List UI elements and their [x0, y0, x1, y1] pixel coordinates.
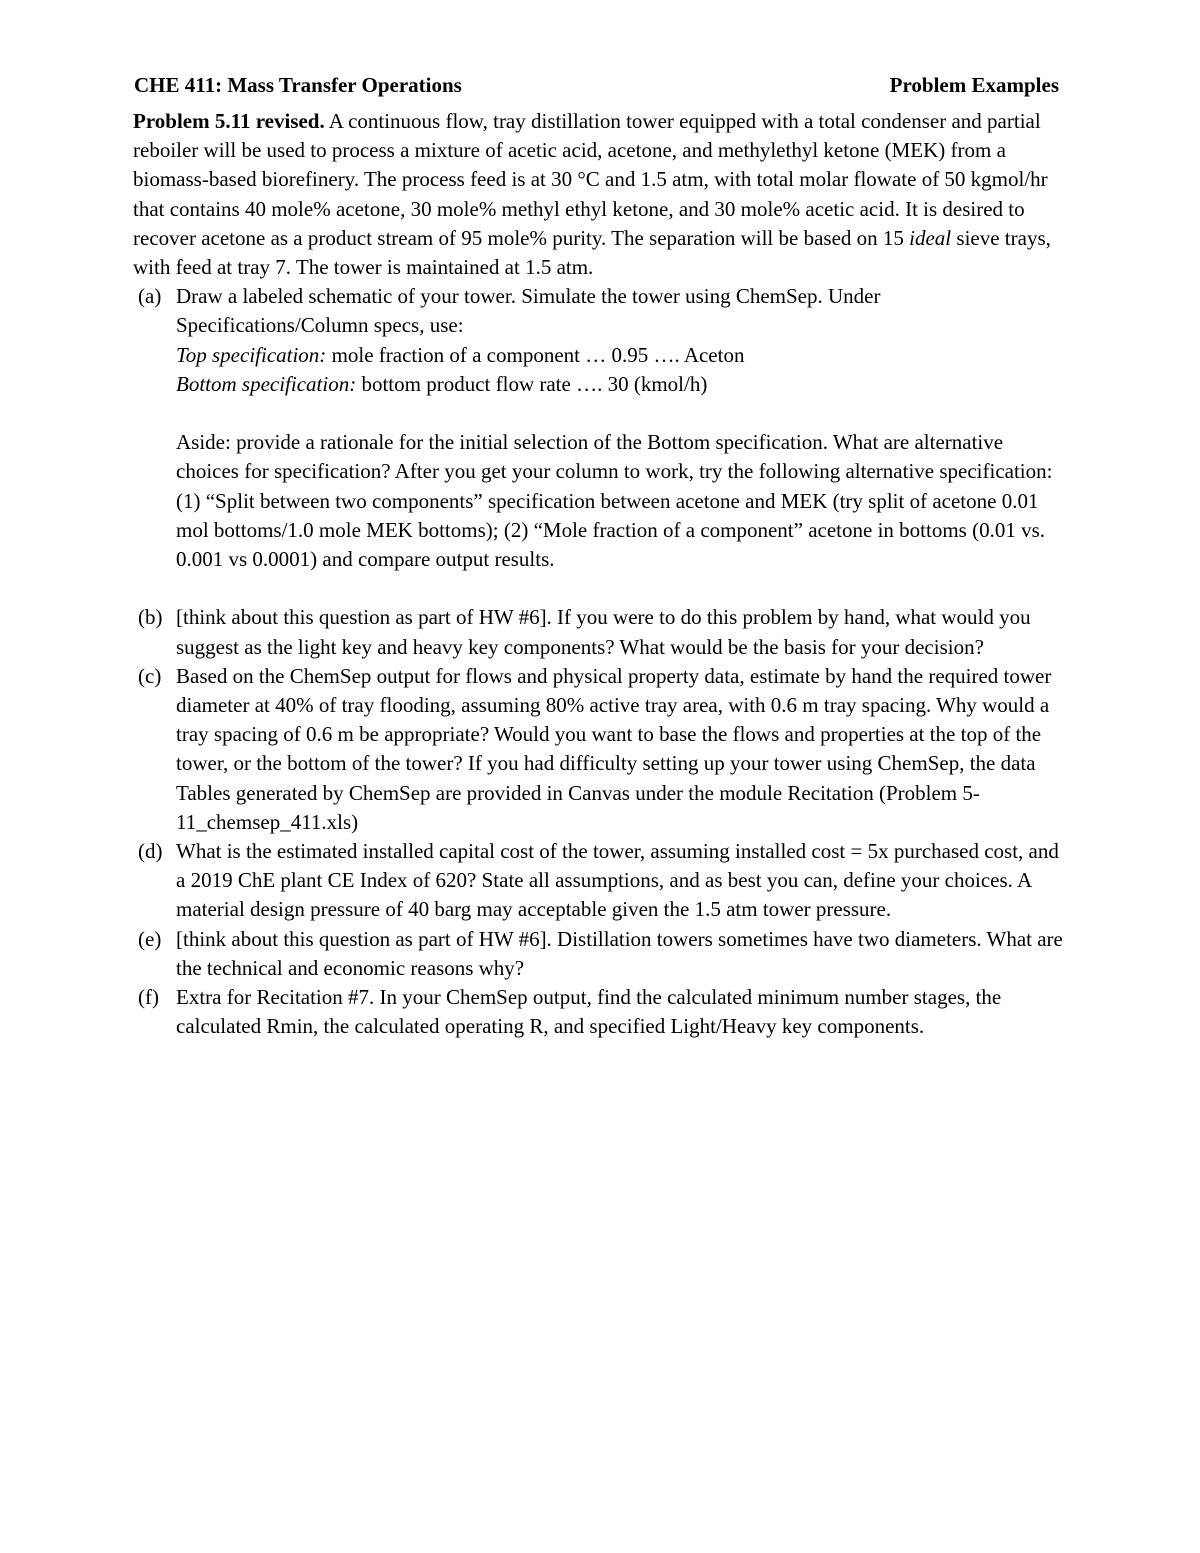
question-f: [133, 983, 1063, 1041]
question-b: [133, 603, 1063, 661]
question-letter: (c): [138, 663, 162, 688]
question-d: [133, 837, 1063, 925]
question-a: [133, 282, 1063, 603]
question-e-text: [think about this question as part of HW #6]. Distillation towers sometimes have two diameters. What are the technical and economic reasons why?: [176, 926, 1063, 980]
page-header: [134, 71, 1059, 100]
bottom-specification: [176, 370, 1063, 399]
bottom-spec-value: bottom product flow rate …. 30 (kmol/h): [356, 371, 708, 396]
blank-line: [176, 399, 1063, 428]
question-list: [133, 282, 1063, 1041]
problem-text-2: sieve trays, with feed at tray 7. The tower is maintained at 1.5 atm.: [133, 225, 1051, 280]
question-letter: (d): [138, 839, 163, 864]
question-a-text: Draw a labeled schematic of your tower. Simulate the tower using ChemSep. Under Specifications/Column specs, use:: [176, 284, 881, 338]
question-d-text: What is the estimated installed capital cost of the tower, assuming installed cost = 5x purchased cost, and a 2019 ChE plant CE Index of 620? State all assumptions, and as best you can, define your choices. A material design pressure of 40 barg may acceptable given the 1.5 atm tower pressure.: [176, 839, 1059, 922]
blank-line: [176, 574, 1063, 603]
question-c: [133, 662, 1063, 837]
question-e: [133, 925, 1063, 983]
question-letter: (f): [138, 985, 159, 1010]
ideal-emphasis: ideal: [909, 225, 952, 250]
problem-title: Problem 5.11 revised.: [133, 109, 325, 133]
question-letter: (a): [138, 284, 162, 309]
question-b-text: [think about this question as part of HW #6]. If you were to do this problem by hand, what would you suggest as the light key and heavy key components? What would be the basis for your decision?: [176, 605, 1031, 659]
problem-content: [133, 107, 1063, 1041]
problem-text-1: A continuous flow, tray distillation tower equipped with a total condenser and partial reboiler will be used to process a mixture of acetic acid, acetone, and methylethyl ketone (MEK) from a biomass-based biorefinery. The process feed is at 30 °C and 1.5 atm, with total molar flowate of 50 kgmol/hr that contains 40 mole% acetone, 30 mole% methyl ethyl ketone, and 30 mole% acetic acid. It is desired to recover acetone as a product stream of 95 mole% purity. The separation will be based on 15: [133, 109, 1048, 250]
question-c-text: Based on the ChemSep output for flows and physical property data, estimate by hand the required tower diameter at 40% of tray flooding, assuming 80% active tray area, with 0.6 m tray spacing. Why would a tray spacing of 0.6 m be appropriate? Would you want to base the flows and properties at the top of the tower, or the bottom of the tower? If you had difficulty setting up your tower using ChemSep, the data Tables generated by ChemSep are provided in Canvas under the module Recitation (Problem 5-11_chemsep_411.xls): [176, 663, 1052, 834]
question-f-text: Extra for Recitation #7. In your ChemSep output, find the calculated minimum number stages, the calculated Rmin, the calculated operating R, and specified Light/Heavy key components.: [176, 985, 1002, 1039]
top-specification: [176, 341, 1063, 370]
question-letter: (e): [138, 926, 162, 951]
aside-text: Aside: provide a rationale for the initial selection of the Bottom specification. What are alternative choices for specification? After you get your column to work, try the following alternative specification: (1) “Split between two components” specification between acetone and MEK (try split of acetone 0.01 mol bottoms/1.0 mole MEK bottoms); (2) “Mole fraction of a component” acetone in bottoms (0.01 vs. 0.001 vs 0.0001) and compare output results.: [176, 430, 1053, 572]
course-title: CHE 411: Mass Transfer Operations: [134, 73, 462, 97]
top-spec-label: Top specification:: [176, 342, 327, 367]
top-spec-value: mole fraction of a component … 0.95 …. Aceton: [326, 342, 745, 367]
problem-statement: [133, 107, 1063, 282]
section-title: Problem Examples: [889, 73, 1059, 97]
question-letter: (b): [138, 605, 163, 630]
bottom-spec-label: Bottom specification:: [176, 371, 357, 396]
